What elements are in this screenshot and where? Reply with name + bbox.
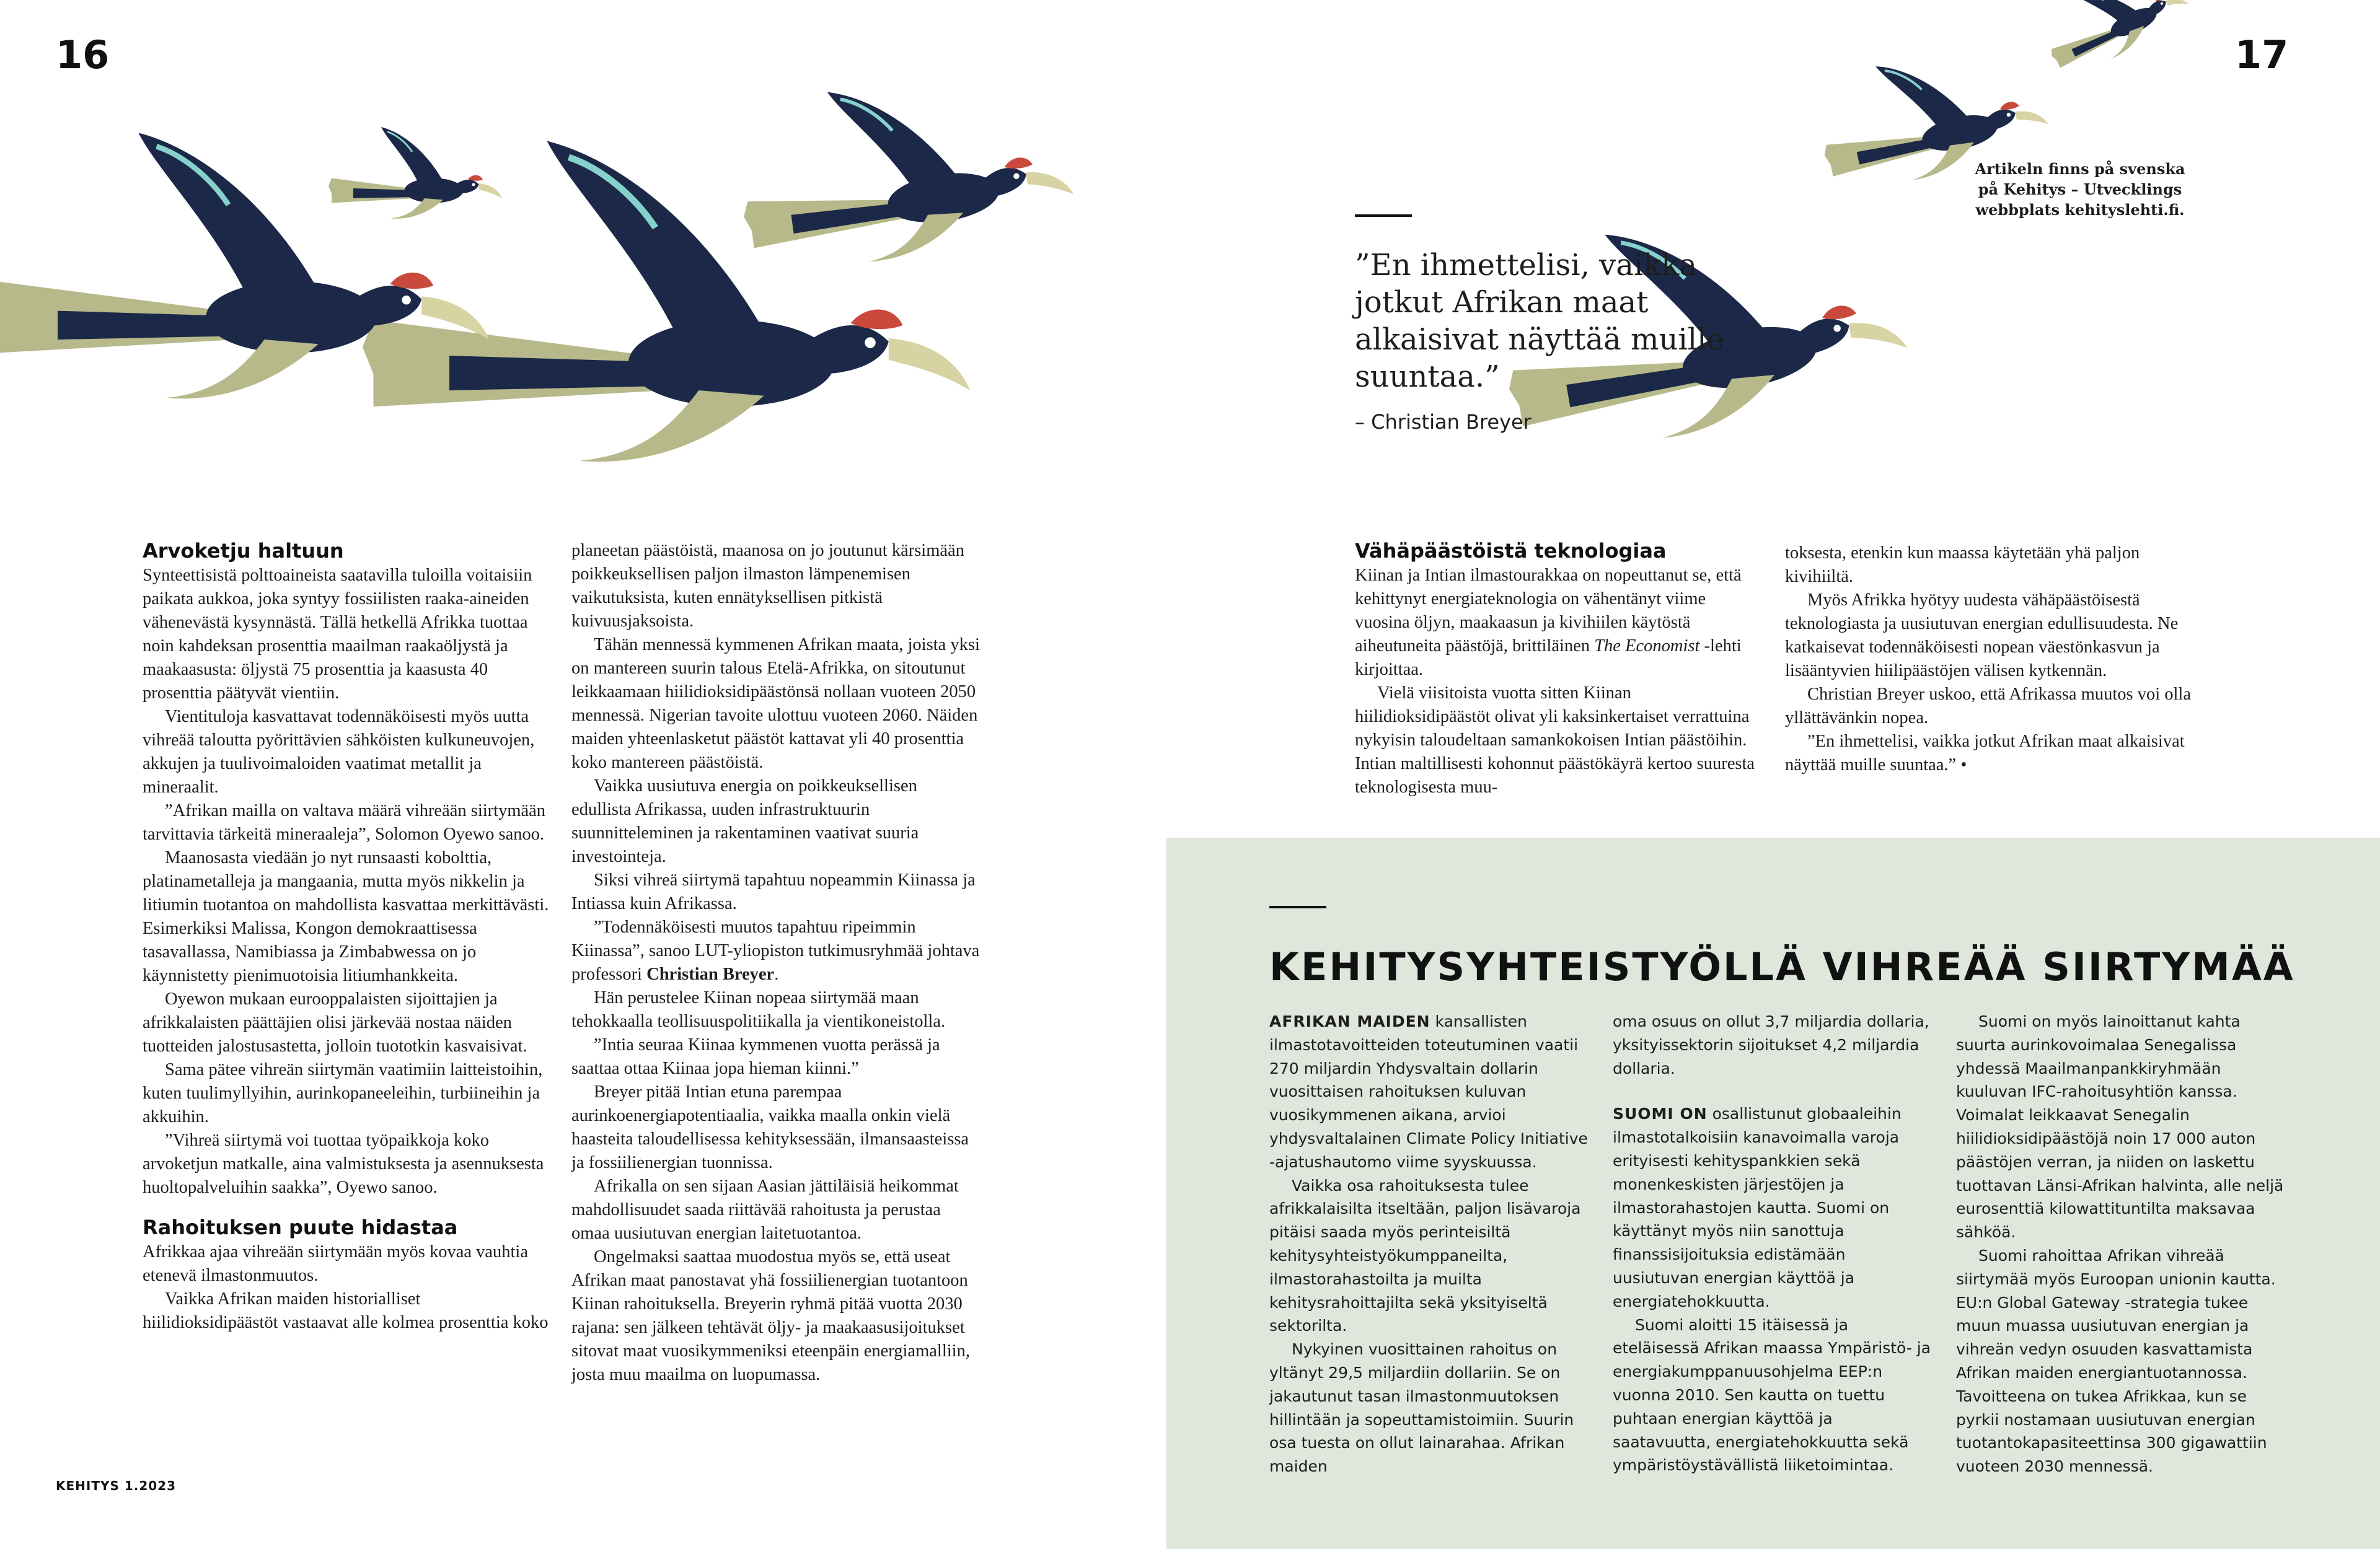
paragraph: toksesta, etenkin kun maassa käytetään yhä paljon kivihiiltä. — [1785, 543, 2140, 586]
paragraph: Hän perustelee Kiinan nopeaa siirtymää maan tehokkaalla teollisuuspolitiikalla ja vientikoneistolla. — [571, 988, 946, 1031]
paragraph: ”Intia seuraa Kiinaa kymmenen vuotta perässä ja saattaa ottaa Kiinaa jopa hieman kiinni.” — [571, 1035, 940, 1078]
paragraph: Myös Afrikka hyötyy uudesta vähäpäästöisestä teknologiasta ja uusiutuvan energian edullisuudesta. Ne katkaisevat todennäköisesti nopean väestönkasvun ja lisääntyvien hiilipäästöjen välisen kytkennän. — [1785, 590, 2179, 680]
sidebar-title: KEHITYSYHTEISTYÖLLÄ VIHREÄÄ SIIRTYMÄÄ — [1269, 944, 2295, 990]
paragraph — [571, 916, 981, 986]
paragraph: Suomi aloitti 15 itäisessä ja eteläisessä Afrikan maassa Ympäristö- ja energiakumppanuusohjelma EEP:n vuonna 2010. Sen kautta on tuettu puhtaan energian käyttöä ja saatavuutta, energiatehokkuutta sekä ympäristöystävällistä liiketoimintaa. — [1613, 1315, 1931, 1475]
paragraph — [1269, 1010, 1592, 1174]
paragraph: ”En ihmettelisi, vaikka jotkut Afrikan maat alkaisivat näyttää muille suuntaa.” • — [1785, 732, 2185, 774]
sidebar-rule — [1269, 906, 1326, 908]
page-number-right: 17 — [2235, 32, 2289, 77]
heading-arvoketju: Arvoketju haltuun — [143, 539, 344, 563]
paragraph: Vielä viisitoista vuotta sitten Kiinan hiilidioksidipäästöt olivat yli kaksinkertaiset verrattuina nykyisin taloudeltaan samankokoisen Intian päästöihin. Intian maltillisesti kohonnut päästökäyrä kertoo suuresta teknologisesta muu- — [1355, 683, 1755, 797]
paragraph: Vaikka Afrikan maiden historialliset hiilidioksidipäästöt vastaavat alle kolmea prosenttia koko — [143, 1289, 549, 1332]
article-column-1 — [143, 538, 552, 1335]
publication-name: The Economist — [1594, 636, 1700, 656]
paragraph — [1355, 564, 1755, 682]
paragraph-text: osallistunut globaaleihin ilmastotalkoisiin kanavoimalla varoja erityisesti kehityspankkien sekä monenkeskisten järjestöjen ja ilmastorahastojen kautta. Suomi on käyttänyt myös niin sanottuja finanssisijoituksia edistämään uusiutuvan energian käyttöä ja energiatehokkuutta. — [1613, 1105, 1902, 1310]
paragraph: Ongelmaksi saattaa muodostua myös se, että useat Afrikan maat panostavat yhä fossiilienergian tuotantoon Kiinan rahoituksella. Breyerin ryhmä pitää vuotta 2030 rajana: sen jälkeen tehtävät öljy- ja maakaasusijoitukset sitovat maat vuosikymmeniksi eteenpäin energiamalliin, josta muu maailma on luopumassa. — [571, 1247, 970, 1384]
paragraph: Afrikkaa ajaa vihreään siirtymään myös kovaa vauhtia etenevä ilmastonmuutos. — [143, 1242, 529, 1285]
paragraph-text: -lehti kirjoittaa. — [1355, 636, 1742, 679]
hornbill-bird-corner-top — [2031, 0, 2196, 81]
sidebar-column-1 — [1269, 1010, 1592, 1478]
paragraph: Vientituloja kasvattavat todennäköisesti myös uutta vihreää taloutta pyörittävien sähköisten kulkuneuvojen, akkujen ja tuulivoimaloiden vaatimat metallit ja mineraalit. — [143, 707, 535, 797]
paragraph: Tähän mennessä kymmenen Afrikan maata, joista yksi on mantereen suurin talous Etelä-Afrikka, on sitoutunut leikkaamaan hiilidioksidipäästönsä nollaan vuoteen 2050 mennessä. Nigerian tavoite ulottuu vuoteen 2060. Näiden maiden yhteenlasketut päästöt kattavat yli 40 prosenttia koko mantereen päästöistä. — [571, 635, 980, 772]
paragraph: Nykyinen vuosittainen rahoitus on yltänyt 29,5 miljardiin dollariin. Se on jakautunut tasan ilmastonmuutoksen hillintään ja sopeuttamistoimiin. Suurin osa tuesta on ollut lainarahaa. Afrikan maiden — [1269, 1340, 1574, 1476]
article-column-4 — [1785, 542, 2194, 777]
paragraph: Siksi vihreä siirtymä tapahtuu nopeammin Kiinassa ja Intiassa kuin Afrikassa. — [571, 871, 976, 913]
paragraph: ”Afrikan mailla on valtava määrä vihreään siirtymään tarvittavia tärkeitä mineraaleja”, Solomon Oyewo sanoo. — [143, 801, 546, 844]
paragraph: Christian Breyer uskoo, että Afrikassa muutos voi olla yllättävänkin nopea. — [1785, 685, 2191, 727]
heading-vahapaasto: Vähäpäästöistä teknologiaa — [1355, 539, 1667, 563]
paragraph: Suomi rahoittaa Afrikan vihreää siirtymää myös Euroopan unionin kautta. EU:n Global Gateway -strategia tukee muun muassa uusiutuvan energian ja vihreän vedyn osuuden kasvattamista Afrikan maiden energiantuotannossa. Tavoitteena on tukea Afrikkaa, kun se pyrkii nostamaan uusiutuvan energian tuotantokapasiteettinsa 300 gigawattiin vuoteen 2030 mennessä. — [1956, 1246, 2276, 1476]
paragraph: Afrikalla on sen sijaan Aasian jättiläisiä heikommat mahdollisuudet saada riittävää rahoitusta ja perustaa omaa uusiutuvan energian laitetuotantoa. — [571, 1177, 959, 1243]
paragraph: Synteettisistä polttoaineista saatavilla tuloilla voitaisiin paikata aukkoa, joka syntyy fossiilisten raaka-aineiden vähenevästä kysynnästä. Tällä hetkellä Afrikka tuottaa noin kahdeksan prosenttia maailman raakaöljystä ja maakaasusta: öljystä 75 prosenttia ja kaasusta 40 prosenttia päätyvät vientiin. — [143, 566, 532, 703]
paragraph: Suomi on myös lainoittanut kahta suurta aurinkovoimalaa Senegalissa yhdessä Maailmanpankkiryhmään kuuluvan IFC-rahoitusyhtiön kanssa. Voimalat leikkaavat Senegalin hiilidioksidipäästöjä noin 17 000 auton päästöjen verran, ja niiden on laskettu tuottavan Länsi-Afrikan halvinta, alle neljä eurosenttiä kilowattituntilta maksavaa sähköä. — [1956, 1012, 2284, 1242]
person-name: Christian Breyer — [646, 965, 775, 984]
paragraph-text: . — [774, 965, 779, 984]
swedish-article-note: Artikeln finns på svenska på Kehitys – Utvecklings webbplats kehityslehti.fi. — [1975, 160, 2185, 219]
paragraph: Sama pätee vihreän siirtymän vaatimiin laitteistoihin, kuten tuulimyllyihin, aurinkopaneeleihin, turbiineihin ja akkuihin. — [143, 1060, 543, 1126]
sidebar-box — [1166, 838, 2380, 1549]
lead-in: AFRIKAN MAIDEN — [1269, 1012, 1430, 1030]
pull-quote-author: – Christian Breyer — [1355, 410, 1532, 434]
lead-in: SUOMI ON — [1613, 1105, 1708, 1123]
paragraph: Oyewon mukaan eurooppalaisten sijoittajien ja afrikkalaisten päättäjien olisi järkevää nostaa näiden tuotteiden jalostusastetta, jolloin tuototkin kasvaisivat. — [143, 990, 527, 1056]
page-number-left: 16 — [56, 32, 110, 77]
paragraph: Vaikka uusiutuva energia on poikkeuksellisen edullista Afrikassa, uuden infrastruktuurin suunnitteleminen ja rakentaminen vaativat suuria investointeja. — [571, 776, 919, 866]
sidebar-column-2 — [1613, 1010, 1935, 1477]
sidebar-column-3 — [1956, 1010, 2285, 1478]
paragraph-text: Kiinan ja Intian ilmastourakkaa on nopeuttanut se, että kehittynyt energiateknologia on vähentänyt viime vuosina öljyn, maakaasun ja kivihiilen käytöstä aiheutuneita päästöjä, brittiläinen — [1355, 566, 1742, 656]
hornbill-illustration — [0, 0, 2380, 471]
paragraph: planeetan päästöistä, maanosa on jo joutunut kärsimään poikkeuksellisen paljon ilmaston lämpenemisen vaikutuksista, kuten ennätyksellisen pitkistä kuivuusjaksoista. — [571, 541, 964, 631]
pull-quote: ”En ihmettelisi, vaikka jotkut Afrikan maat alkaisivat näyttää muille suuntaa.” — [1355, 248, 1724, 394]
heading-rahoitus: Rahoituksen puute hidastaa — [143, 1216, 458, 1239]
pull-quote-rule — [1355, 214, 1412, 217]
paragraph: ”Vihreä siirtymä voi tuottaa työpaikkoja koko arvoketjun matkalle, aina valmistuksesta ja asennuksesta huoltopalveluihin saakka”, Oyewo sanoo. — [143, 1131, 544, 1197]
footer-left: KEHITYS 1.2023 — [56, 1478, 177, 1493]
article-column-2 — [571, 539, 981, 1387]
hornbill-bird-top-right — [728, 60, 1079, 278]
paragraph: Breyer pitää Intian etuna parempaa aurinkoenergiapotentiaalia, vaikka maalla onkin vielä haasteita taloudellisessa kehityksessään, ilmansaasteissa ja fossiilienergian tuonnissa. — [571, 1082, 969, 1172]
paragraph-text: kansallisten ilmastotavoitteiden toteutuminen vaatii 270 miljardin Yhdysvaltain dollarin vuosittaisen rahoituksen kuluvan vuosikymmenen aikana, arvioi yhdysvaltalainen Climate Policy Initiative -ajatushautomo viime syyskuussa. — [1269, 1012, 1588, 1171]
article-column-3 — [1355, 538, 1755, 799]
paragraph — [1613, 1102, 1935, 1313]
paragraph: Maanosasta viedään jo nyt runsaasti kobolttia, platinametalleja ja mangaania, mutta myös nikkelin ja litiumin tuotantoa on mahdollista kasvattaa merkittävästi. Esimerkiksi Malissa, Kongon demokraattisessa tasavallassa, Namibiassa ja Zimbabwessa on jo käynnistetty pienimuotoisia litiumhankkeita. — [143, 848, 549, 985]
hornbill-bird-small-top — [328, 127, 502, 219]
paragraph-text: ”Todennäköisesti muutos tapahtuu ripeimmin Kiinassa”, sanoo LUT-yliopiston tutkimusryhmää johtava professori — [571, 918, 980, 984]
paragraph: oma osuus on ollut 3,7 miljardia dollaria, yksityissektorin sijoitukset 4,2 miljardia dollaria. — [1613, 1012, 1929, 1077]
paragraph: Vaikka osa rahoituksesta tulee afrikkalaisilta itseltään, paljon lisävaroja pitäisi saada myös perinteisiltä kehitysyhteistyökumppaneilta, ilmastorahastoilta ja muilta kehitysrahoittajilta sekä yksityiseltä sektorilta. — [1269, 1176, 1581, 1335]
